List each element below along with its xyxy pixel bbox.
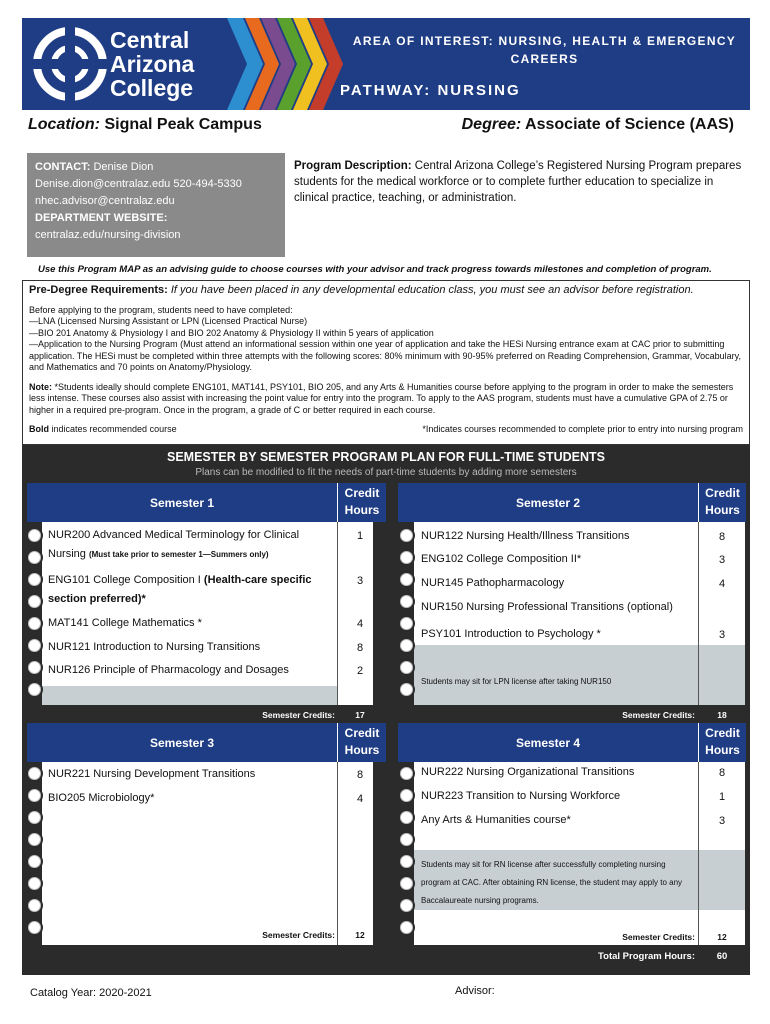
sem1-credit-5: 2 [356,665,364,677]
area-of-interest [342,32,747,68]
sem3-credits-label: Semester Credits: [262,930,335,940]
course-checkbox-icon[interactable] [398,853,415,870]
predegree-item-3: —Application to the Nursing Program (Must attend an informational session within one year of application and take the HESi Nursing entrance exam at CAC prior to submitting application. The HESi must be completed within three attempts with the following scores: 80% minimum with 90-95% preferred on Reading Comprehension, Grammar, Vocabulary, and Mathematics and 70 points on Anatomy/Physiology. [29,339,742,372]
course-checkbox-icon[interactable] [26,853,43,870]
predegree-italic: If you have been placed in any developmental education class, you must see an advisor before registration. [170,284,694,296]
total-hours-label: Total Program Hours: [598,951,695,962]
dept-website-label: DEPARTMENT WEBSITE: [35,212,168,224]
sem2-credit-5: 3 [718,629,726,641]
sem1-credits-total: 17 [355,710,365,720]
sem4-credit-1: 8 [718,767,726,779]
course-checkbox-icon[interactable] [26,659,43,676]
sem2-course-3: NUR145 Pathopharmacology [421,577,565,589]
sem2-course-4: NUR150 Nursing Professional Transitions (optional) [421,601,673,613]
note-text: *Students ideally should complete ENG101, MAT141, PSY101, BIO 205, and any Arts & Humanities course before applying to the program in order to make the semesters less intense. These courses also assist with increasing the point value for entry into the program. To apply to the AAS program, students must have a cumulative GPA of 2.75 or higher in a required pre-program. Once in the program, a grade of C or better required in each course. [29,381,734,415]
sem4-course-2: NUR223 Transition to Nursing Workforce [421,790,621,802]
sem2-credit-2: 3 [718,554,726,566]
college-logo [22,18,352,110]
sem1-credit-4: 8 [356,642,364,654]
contact-box [27,153,285,257]
course-checkbox-icon[interactable] [26,831,43,848]
course-checkbox-icon[interactable] [26,593,43,610]
advisor-label: Advisor: [455,985,495,997]
sem4-rn-note: Students may sit for RN license after successfully completing nursing program at CAC. After obtaining RN license, the student may apply to any Baccalaureate nursing programs. [421,860,683,905]
course-checkbox-icon[interactable] [398,809,415,826]
sem1-course-4: NUR121 Introduction to Nursing Transitions [48,641,261,653]
sem1-course-3: MAT141 College Mathematics * [48,617,202,629]
sem1-credit-3: 4 [356,618,364,630]
sem2-course-2: ENG102 College Composition II* [421,553,582,565]
sem2-credit-1: 8 [718,531,726,543]
sem2-lpn-note: Students may sit for LPN license after taking NUR150 [421,677,612,686]
course-checkbox-icon[interactable] [398,637,415,654]
course-checkbox-icon[interactable] [398,615,415,632]
sem1-credits-label: Semester Credits: [262,710,335,720]
course-checkbox-icon[interactable] [26,527,43,544]
course-checkbox-icon[interactable] [398,527,415,544]
decorative-stripes [227,18,347,110]
degree-value: Associate of Science (AAS) [525,116,734,133]
area-line-2: CAREERS [510,52,579,66]
sem4-credits-total: 12 [717,932,727,942]
semester-2-credit-header: Credit Hours [698,483,746,522]
sem4-course-1: NUR222 Nursing Organizational Transitions [421,766,635,778]
logo-wordmark [110,28,194,100]
course-checkbox-icon[interactable] [398,831,415,848]
contact-email-phone[interactable]: Denise.dion@centralaz.edu 520-494-5330 [35,178,242,190]
logo-line-2: Arizona [110,51,195,77]
contact-advisor-email[interactable]: nhec.advisor@centralaz.edu [35,195,175,207]
logo-line-1: Central [110,27,190,53]
note-label: Note: [29,381,52,392]
pathway-title: PATHWAY: NURSING [340,82,521,99]
sem2-credit-3: 4 [718,578,726,590]
course-checkbox-icon[interactable] [398,681,415,698]
bold-legend-text: indicates recommended course [51,424,177,434]
course-checkbox-icon[interactable] [26,765,43,782]
degree-label: Degree: [461,116,522,133]
course-checkbox-icon[interactable] [398,765,415,782]
semester-1-credit-header: Credit Hours [337,483,386,522]
course-checkbox-icon[interactable] [398,919,415,936]
course-checkbox-icon[interactable] [26,919,43,936]
course-checkbox-icon[interactable] [398,787,415,804]
semester-4-header: Semester 4 [398,723,698,762]
catalog-year: Catalog Year: 2020-2021 [30,987,152,999]
plan-subtitle: Plans can be modified to fit the needs of part-time students by adding more semesters [195,467,577,478]
course-checkbox-icon[interactable] [26,615,43,632]
map-note: Use this Program MAP as an advising guide to choose courses with your advisor and track progress towards milestones and completion of program. [38,264,712,275]
predegree-before: Before applying to the program, students need to have completed: [29,304,293,315]
predegree-item-2: —BIO 201 Anatomy & Physiology I and BIO 202 Anatomy & Physiology II within 5 years of application [29,327,434,338]
course-checkbox-icon[interactable] [26,549,43,566]
sem1-course-2: ENG101 College Composition I (Health-care specific section preferred)* [48,574,312,605]
sem3-credit-1: 8 [356,769,364,781]
sem2-credits-total: 18 [717,710,727,720]
star-legend-text: *Indicates courses recommended to complete prior to entry into nursing program [422,424,743,434]
header-banner [22,18,750,110]
predegree-item-1: —LNA (Licensed Nursing Assistant or LPN (Licensed Practical Nurse) [29,316,308,326]
sem1-credit-1: 1 [356,530,364,542]
program-desc-text: Central Arizona College’s Registered Nursing Program prepares students for the medical workforce or to complete further education to specialize in clinical practice, teaching, or administration. [294,160,742,204]
semester-4-credit-header: Credit Hours [698,723,746,762]
semester-3-header: Semester 3 [27,723,337,762]
semester-1-filler [42,686,337,705]
sem3-course-2: BIO205 Microbiology* [48,792,155,804]
plan-title: SEMESTER BY SEMESTER PROGRAM PLAN FOR FULL-TIME STUDENTS [167,450,605,464]
course-checkbox-icon[interactable] [26,681,43,698]
sem2-course-5: PSY101 Introduction to Psychology * [421,628,601,640]
semester-2-header: Semester 2 [398,483,698,522]
sem3-course-1: NUR221 Nursing Development Transitions [48,768,256,780]
course-checkbox-icon[interactable] [398,875,415,892]
contact-label: CONTACT: [35,161,91,173]
course-checkbox-icon[interactable] [398,593,415,610]
predegree-box [22,280,750,445]
sem4-credit-2: 1 [718,791,726,803]
degree [462,116,734,134]
logo-emblem-icon [32,26,108,102]
semester-3-credit-header: Credit Hours [337,723,386,762]
contact-name: Denise Dion [93,161,154,173]
course-checkbox-icon[interactable] [26,809,43,826]
bold-legend-label: Bold [29,424,49,434]
program-description [294,158,744,206]
sem1-course-5: NUR126 Principle of Pharmacology and Dosages [48,664,289,676]
course-checkbox-icon[interactable] [398,897,415,914]
total-hours-value: 60 [716,951,728,962]
sem3-credits-total: 12 [355,930,365,940]
location-label: Location: [28,116,100,133]
location-value: Signal Peak Campus [104,116,262,133]
dept-website-link[interactable]: centralaz.edu/nursing-division [35,229,181,241]
sem2-course-1: NUR122 Nursing Health/Illness Transitions [421,530,630,542]
sem4-credit-3: 3 [718,815,726,827]
course-checkbox-icon[interactable] [398,549,415,566]
sem4-credits-label: Semester Credits: [622,932,695,942]
semester-1-header: Semester 1 [27,483,337,522]
area-line-1: AREA OF INTEREST: NURSING, HEALTH & EMERGENCY [352,34,737,48]
program-desc-label: Program Description: [294,160,412,172]
sem2-credits-label: Semester Credits: [622,710,695,720]
logo-line-3: College [110,75,194,101]
course-checkbox-icon[interactable] [26,571,43,588]
course-checkbox-icon[interactable] [26,637,43,654]
course-checkbox-icon[interactable] [398,571,415,588]
course-checkbox-icon[interactable] [26,787,43,804]
sem1-course-1: NUR200 Advanced Medical Terminology for Clinical Nursing (Must take prior to semester 1—Summers only) [48,529,300,560]
course-checkbox-icon[interactable] [26,875,43,892]
course-checkbox-icon[interactable] [398,659,415,676]
sem1-credit-2: 3 [356,575,364,587]
sem4-course-3: Any Arts & Humanities course* [421,814,571,826]
course-checkbox-icon[interactable] [26,897,43,914]
sem3-credit-2: 4 [356,793,364,805]
predegree-label: Pre-Degree Requirements: [29,284,168,296]
location [28,116,262,134]
